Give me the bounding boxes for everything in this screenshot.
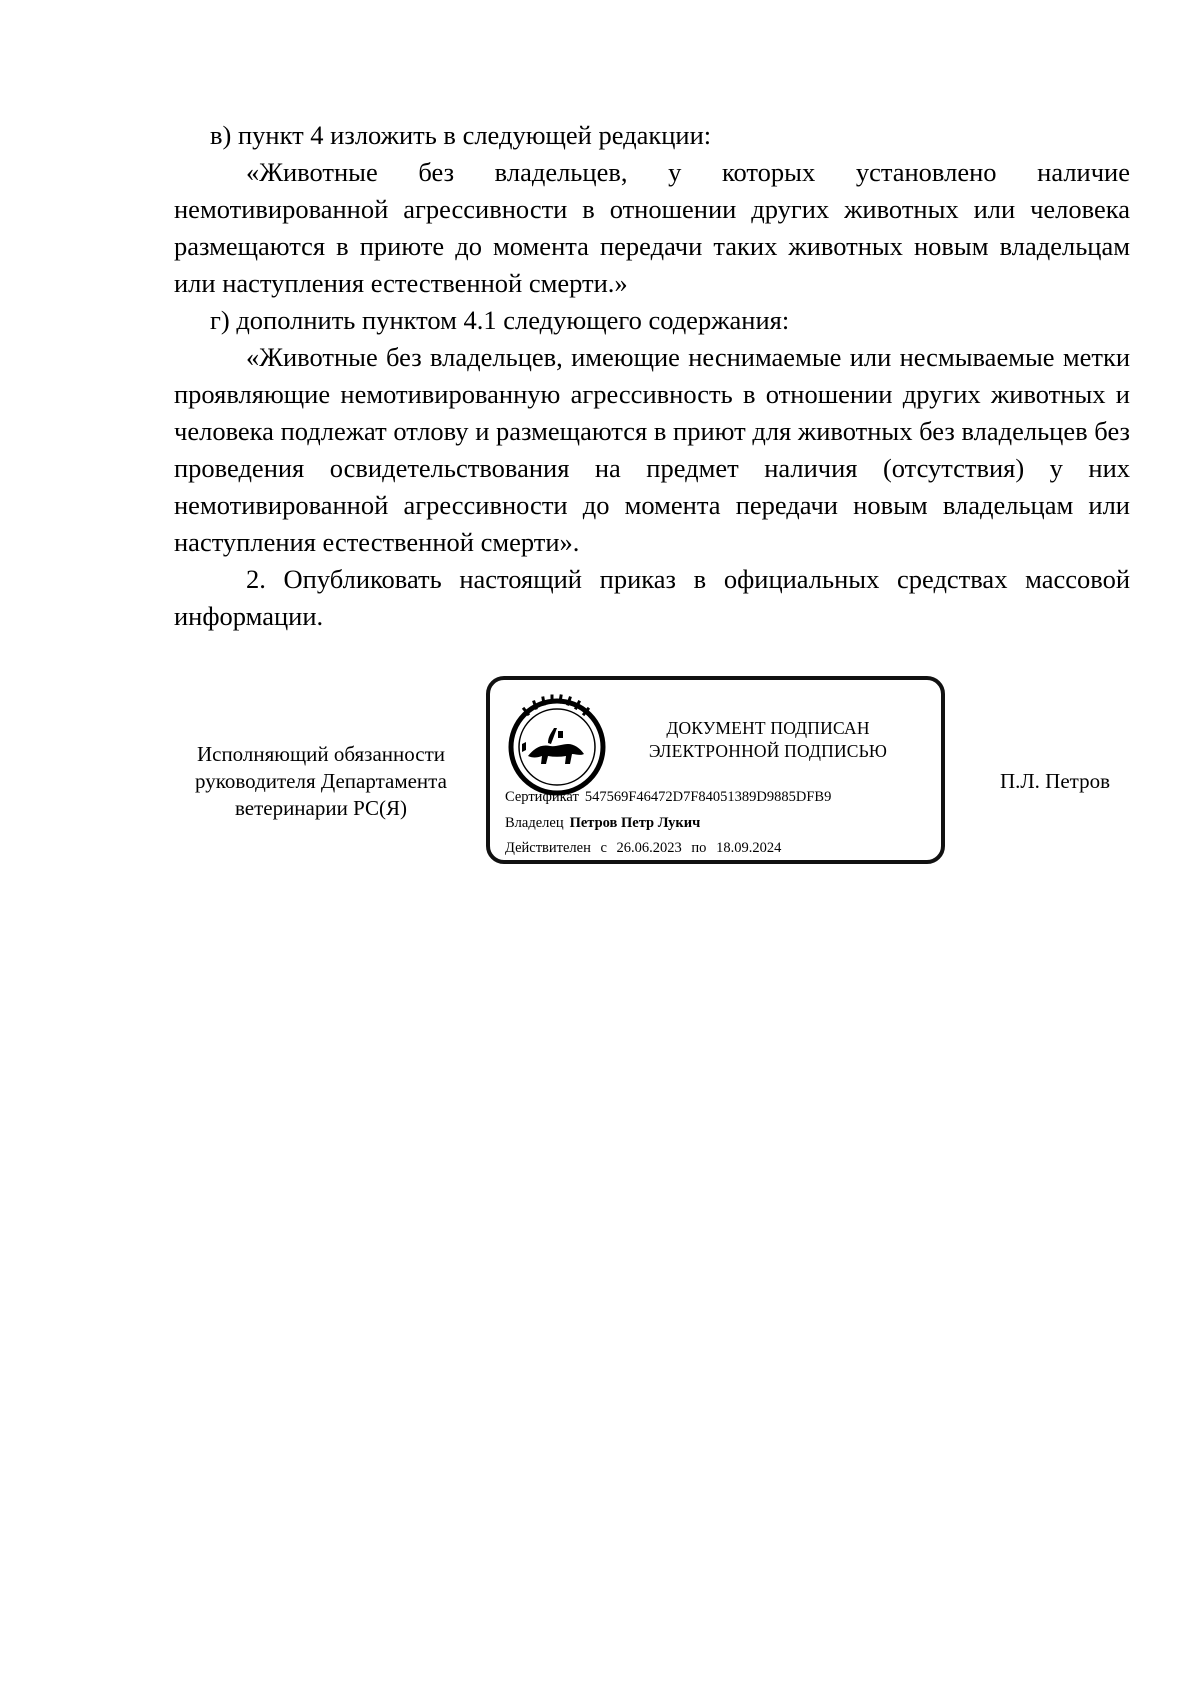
stamp-owner [505, 814, 700, 832]
owner-label: Владелец [505, 815, 564, 831]
electronic-signature-stamp [486, 676, 945, 864]
document-body [174, 117, 1130, 635]
signer-name: П.Л. Петров [1000, 769, 1110, 793]
paragraph-item-v: в) пункт 4 изложить в следующей редакции: [210, 120, 712, 150]
stamp-title-line: ДОКУМЕНТ ПОДПИСАН [666, 718, 870, 738]
signer-position-line: ветеринарии РС(Я) [234, 796, 408, 820]
signer-position-line: руководителя Департамента [195, 769, 447, 793]
stamp-certificate [505, 788, 831, 806]
stamp-title [608, 717, 928, 763]
owner-value: Петров Петр Лукич [569, 815, 701, 831]
signer-position [176, 741, 466, 822]
valid-to-date: 18.09.2024 [716, 840, 782, 856]
stamp-title-line: ЭЛЕКТРОННОЙ ПОДПИСЬЮ [648, 741, 888, 761]
certificate-label: Сертификат [505, 789, 579, 805]
valid-from-date: 26.06.2023 [616, 840, 682, 856]
paragraph-item-g: г) дополнить пунктом 4.1 следующего содержания: [210, 305, 790, 335]
valid-to-label: по [691, 840, 707, 856]
sakha-emblem-icon [504, 694, 610, 800]
paragraph-quote-point-4-1: «Животные без владельцев, имеющие неснимаемые или несмываемые метки проявляющие немотивированную агрессивность в отношении других животных и человека подлежат отлову и размещаются в приют для животных без владельцев без проведения освидетельствования на предмет наличия (отсутствия) у них немотивированной агрессивности до момента передачи новым владельцам или наступления естественной смерти». [174, 342, 1130, 557]
valid-label: Действителен [505, 840, 591, 856]
stamp-validity [505, 839, 781, 857]
certificate-value: 547569F46472D7F84051389D9885DFB9 [584, 789, 832, 805]
paragraph-quote-point-4: «Животные без владельцев, у которых установлено наличие немотивированной агрессивности в отношении других животных или человека размещаются в приюте до момента передачи таких животных новым владельцам или наступления естественной смерти.» [174, 157, 1130, 298]
valid-from-label: с [600, 840, 607, 856]
paragraph-publication: 2. Опубликовать настоящий приказ в официальных средствах массовой информации. [174, 564, 1130, 631]
signer-position-line: Исполняющий обязанности [196, 742, 446, 766]
